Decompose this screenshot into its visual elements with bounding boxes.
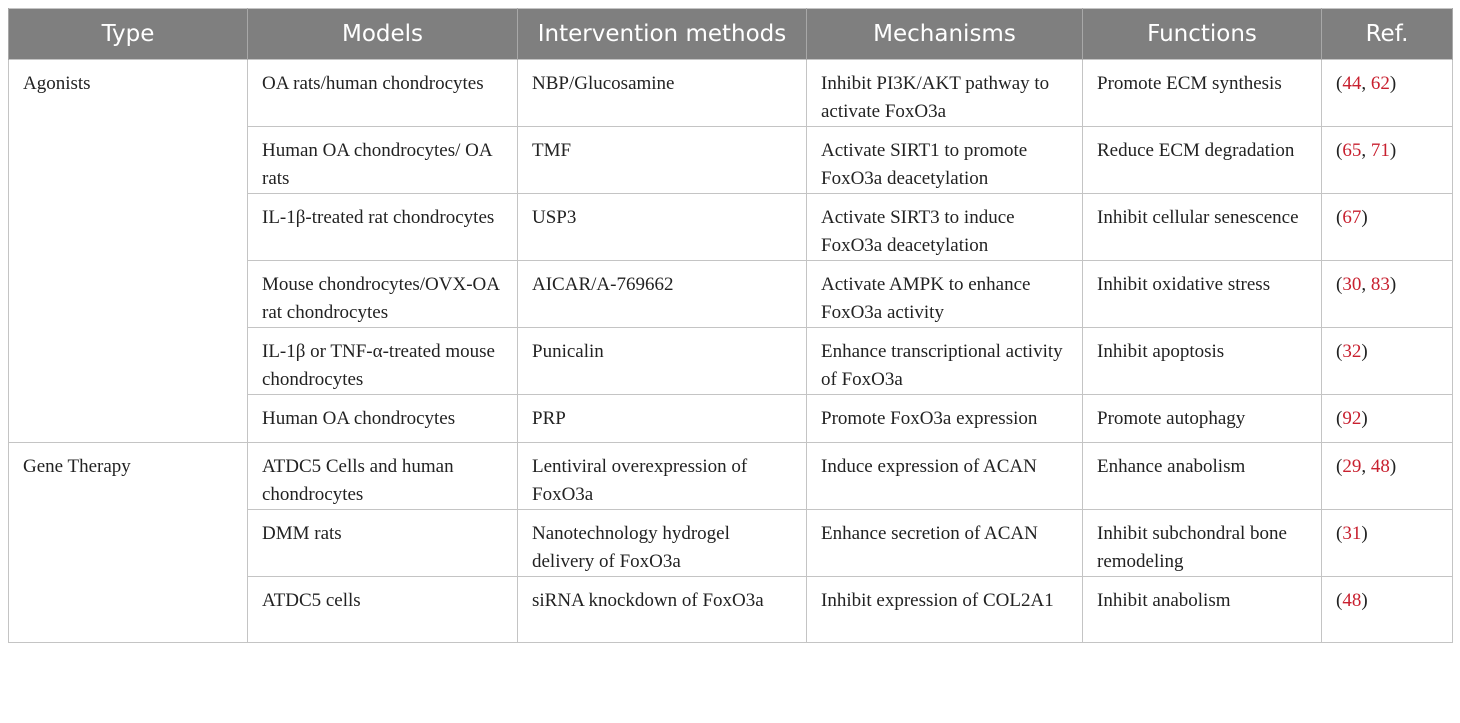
table-row xyxy=(9,60,1453,127)
header-intervention-methods: Intervention methods xyxy=(518,9,807,60)
ref-cell: (44, 62) xyxy=(1322,60,1453,127)
header-mechanisms: Mechanisms xyxy=(807,9,1083,60)
mechanism-cell: Inhibit expression of COL2A1 xyxy=(807,577,1083,643)
reference-link[interactable]: 31 xyxy=(1342,523,1362,544)
method-cell: siRNA knockdown of FoxO3a xyxy=(518,577,807,643)
method-cell: AICAR/A-769662 xyxy=(518,261,807,328)
model-cell: DMM rats xyxy=(248,510,518,577)
reference-link[interactable]: 48 xyxy=(1370,456,1390,477)
method-cell: PRP xyxy=(518,395,807,443)
mechanism-cell: Promote FoxO3a expression xyxy=(807,395,1083,443)
type-cell: Gene Therapy xyxy=(9,443,248,643)
model-cell: Mouse chondrocytes/OVX-OA rat chondrocytes xyxy=(248,261,518,328)
table-row xyxy=(9,443,1453,510)
function-cell: Reduce ECM degradation xyxy=(1083,127,1322,194)
function-cell: Inhibit subchondral bone remodeling xyxy=(1083,510,1322,577)
ref-cell: (67) xyxy=(1322,194,1453,261)
model-cell: Human OA chondrocytes/ OA rats xyxy=(248,127,518,194)
header-type: Type xyxy=(9,9,248,60)
model-cell: IL-1β-treated rat chondrocytes xyxy=(248,194,518,261)
reference-link[interactable]: 92 xyxy=(1342,408,1362,429)
reference-link[interactable]: 62 xyxy=(1370,73,1390,94)
header-functions: Functions xyxy=(1083,9,1322,60)
method-cell: Nanotechnology hydrogel delivery of FoxO3a xyxy=(518,510,807,577)
function-cell: Inhibit oxidative stress xyxy=(1083,261,1322,328)
ref-cell: (92) xyxy=(1322,395,1453,443)
mechanism-cell: Activate SIRT1 to promote FoxO3a deacetylation xyxy=(807,127,1083,194)
ref-cell: (48) xyxy=(1322,577,1453,643)
mechanism-cell: Enhance transcriptional activity of FoxO3a xyxy=(807,328,1083,395)
model-cell: ATDC5 cells xyxy=(248,577,518,643)
mechanism-cell: Inhibit PI3K/AKT pathway to activate FoxO3a xyxy=(807,60,1083,127)
reference-link[interactable]: 44 xyxy=(1342,73,1362,94)
ref-cell: (31) xyxy=(1322,510,1453,577)
function-cell: Inhibit apoptosis xyxy=(1083,328,1322,395)
model-cell: OA rats/human chondrocytes xyxy=(248,60,518,127)
ref-cell: (30, 83) xyxy=(1322,261,1453,328)
mechanism-cell: Activate AMPK to enhance FoxO3a activity xyxy=(807,261,1083,328)
method-cell: NBP/Glucosamine xyxy=(518,60,807,127)
ref-cell: (29, 48) xyxy=(1322,443,1453,510)
ref-cell: (65, 71) xyxy=(1322,127,1453,194)
model-cell: IL-1β or TNF-α-treated mouse chondrocytes xyxy=(248,328,518,395)
reference-link[interactable]: 30 xyxy=(1342,274,1362,295)
reference-link[interactable]: 48 xyxy=(1342,590,1362,611)
reference-link[interactable]: 65 xyxy=(1342,140,1362,161)
data-table xyxy=(8,8,1453,643)
method-cell: Punicalin xyxy=(518,328,807,395)
model-cell: Human OA chondrocytes xyxy=(248,395,518,443)
header-ref: Ref. xyxy=(1322,9,1453,60)
method-cell: USP3 xyxy=(518,194,807,261)
type-cell: Agonists xyxy=(9,60,248,443)
mechanism-cell: Activate SIRT3 to induce FoxO3a deacetylation xyxy=(807,194,1083,261)
model-cell: ATDC5 Cells and human chondrocytes xyxy=(248,443,518,510)
reference-link[interactable]: 71 xyxy=(1370,140,1390,161)
reference-link[interactable]: 83 xyxy=(1370,274,1390,295)
header-row xyxy=(9,9,1453,60)
method-cell: Lentiviral overexpression of FoxO3a xyxy=(518,443,807,510)
mechanism-cell: Induce expression of ACAN xyxy=(807,443,1083,510)
header-models: Models xyxy=(248,9,518,60)
method-cell: TMF xyxy=(518,127,807,194)
ref-cell: (32) xyxy=(1322,328,1453,395)
reference-link[interactable]: 29 xyxy=(1342,456,1362,477)
function-cell: Inhibit anabolism xyxy=(1083,577,1322,643)
reference-link[interactable]: 67 xyxy=(1342,207,1362,228)
reference-link[interactable]: 32 xyxy=(1342,341,1362,362)
function-cell: Inhibit cellular senescence xyxy=(1083,194,1322,261)
function-cell: Promote ECM synthesis xyxy=(1083,60,1322,127)
function-cell: Promote autophagy xyxy=(1083,395,1322,443)
function-cell: Enhance anabolism xyxy=(1083,443,1322,510)
mechanism-cell: Enhance secretion of ACAN xyxy=(807,510,1083,577)
